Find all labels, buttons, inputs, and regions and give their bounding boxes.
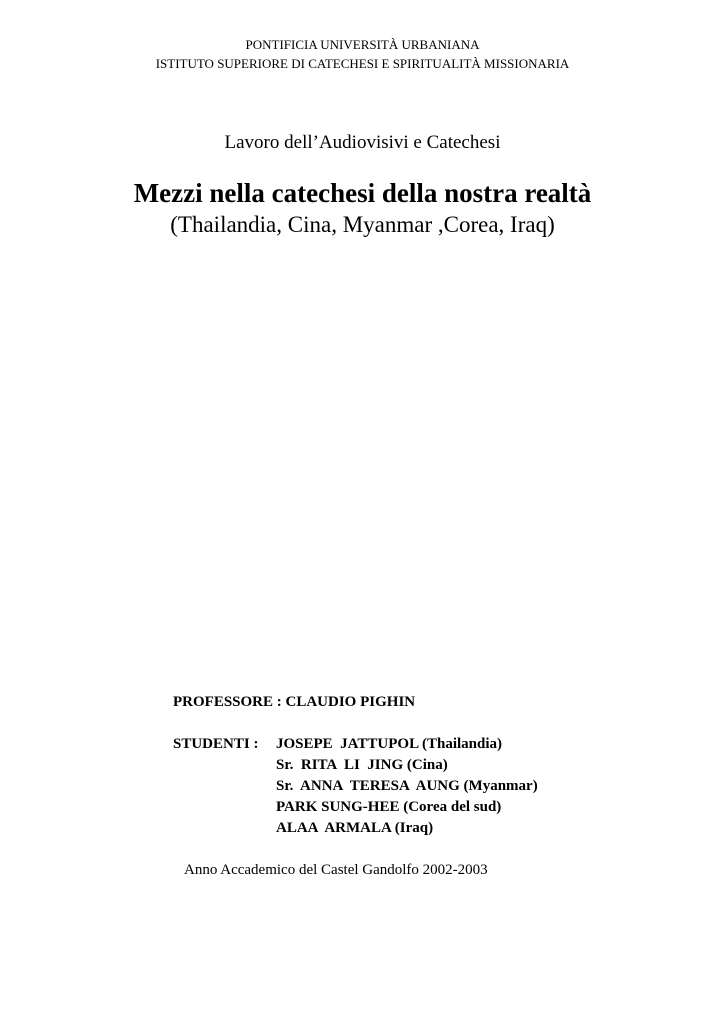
student-name: ALAA ARMALA (Iraq) <box>276 820 434 836</box>
course-subject: Lavoro dell’Audiovisivi e Catechesi <box>224 132 501 153</box>
university-name: PONTIFICIA UNIVERSITÀ URBANIANA <box>245 37 480 52</box>
document-title: Mezzi nella catechesi della nostra realtà <box>133 178 592 208</box>
student-name: PARK SUNG-HEE (Corea del sud) <box>276 799 502 815</box>
students-label: STUDENTI : <box>173 736 259 752</box>
professor-line: PROFESSORE : CLAUDIO PIGHIN <box>173 694 416 710</box>
document-subtitle: (Thailandia, Cina, Myanmar ,Corea, Iraq) <box>170 212 555 237</box>
student-name: Sr. RITA LI JING (Cina) <box>276 757 448 773</box>
institute-name: ISTITUTO SUPERIORE DI CATECHESI E SPIRITUALITÀ MISSIONARIA <box>155 56 570 71</box>
student-name: Sr. ANNA TERESA AUNG (Myanmar) <box>276 778 538 794</box>
student-name: JOSEPE JATTUPOL (Thailandia) <box>276 736 503 752</box>
academic-year: Anno Accademico del Castel Gandolfo 2002-2003 <box>184 862 488 878</box>
